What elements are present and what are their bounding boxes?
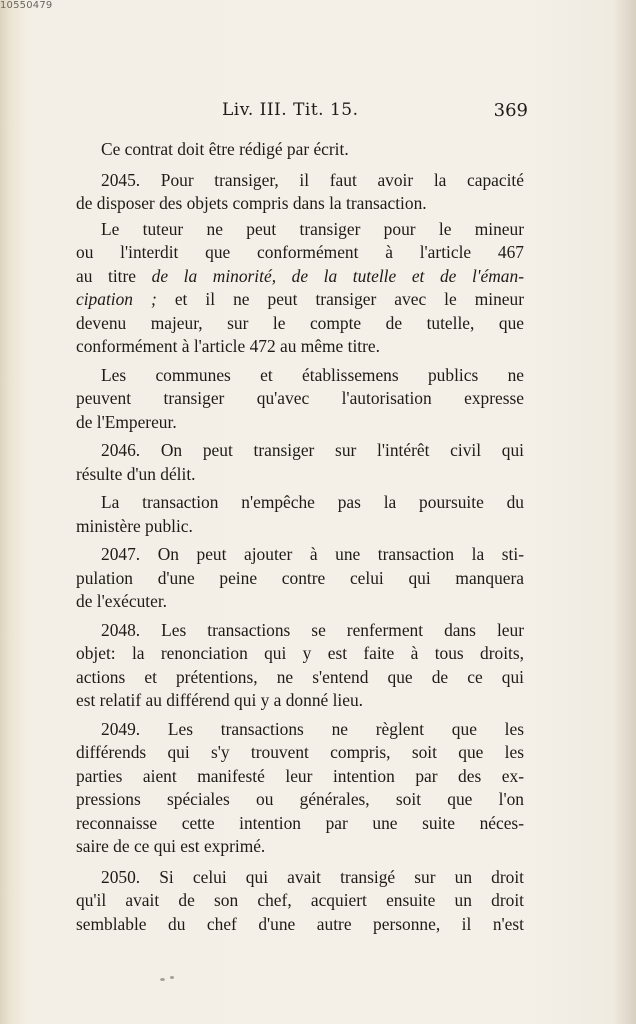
- text-line: différends qui s'y trouvent compris, soit que les: [76, 742, 524, 762]
- running-title: Liv. III. Tit. 15.: [222, 100, 359, 120]
- text-line: résulte d'un délit.: [76, 463, 196, 484]
- text-line: parties aient manifesté leur intention par des ex-: [76, 765, 524, 786]
- para-2048: [76, 619, 524, 713]
- text-line: Ce contrat doit être rédigé par écrit.: [101, 139, 349, 159]
- text-line: semblable du chef d'une autre personne, il n'est: [76, 913, 524, 934]
- italic-title: de la minorité, de la tutelle et de l'éman-: [151, 265, 524, 286]
- text-line: 2048. Les transactions se renferment dans leur: [101, 619, 524, 640]
- page-number: 369: [493, 100, 528, 121]
- italic-title: cipation ;: [76, 289, 157, 309]
- text-line: reconnaisse cette intention par une suite néces-: [76, 812, 524, 833]
- text-line: saire de ce qui est exprimé.: [76, 836, 266, 856]
- para-tuteur: [76, 218, 524, 359]
- text-line: peuvent transiger qu'avec l'autorisation expresse: [76, 388, 524, 408]
- scan-id-stamp: 10550479: [0, 0, 53, 11]
- text-line: ou l'interdit que conformément à l'article 467: [76, 242, 524, 262]
- text-line: 2047. On peut ajouter à une transaction la sti-: [101, 544, 524, 564]
- text-line: 2049. Les transactions ne règlent que les: [101, 718, 524, 739]
- text-line: pulation d'une peine contre celui qui manquera: [76, 567, 524, 588]
- text-line: La transaction n'empêche pas la poursuite du: [101, 492, 524, 512]
- text-line: objet: la renonciation qui y est faite à tous droits,: [76, 643, 524, 663]
- text-line: Le tuteur ne peut transiger pour le mineur: [101, 218, 524, 239]
- text-line: de disposer des objets compris dans la transaction.: [76, 193, 427, 213]
- page-header: [218, 100, 528, 126]
- para-2049: [76, 718, 524, 859]
- para-2045: [76, 169, 524, 216]
- text-line: au titre de la minorité, de la tutelle et de l'éman-: [76, 265, 524, 286]
- text-line: Les communes et établissemens publics ne: [101, 364, 524, 385]
- ink-smudge: [160, 978, 165, 981]
- text-line: ministère public.: [76, 515, 193, 536]
- para-2047: [76, 543, 524, 614]
- text-line: 2050. Si celui qui avait transigé sur un droit: [101, 866, 524, 887]
- text-line: 2046. On peut transiger sur l'intérêt civil qui: [101, 440, 524, 460]
- para-2046: [76, 439, 524, 486]
- text-line: de l'exécuter.: [76, 591, 168, 611]
- text-line: 2045. Pour transiger, il faut avoir la capacité: [101, 169, 524, 190]
- body-text: [76, 138, 524, 936]
- text-line: qu'il avait de son chef, acquiert ensuite un droit: [76, 890, 524, 910]
- text-line: pressions spéciales ou générales, soit que l'on: [76, 789, 524, 809]
- text-line: actions et prétentions, ne s'entend que de ce qui: [76, 666, 524, 687]
- text-line: est relatif au différend qui y a donné lieu.: [76, 690, 364, 710]
- text-line: de l'Empereur.: [76, 411, 177, 432]
- text-line: devenu majeur, sur le compte de tutelle, que: [76, 312, 524, 333]
- ink-smudge: [170, 976, 174, 979]
- text-line: conformément à l'article 472 au même titre.: [76, 336, 380, 356]
- para-communes: [76, 364, 524, 435]
- text-line: cipation ; et il ne peut transiger avec le mineur: [76, 289, 524, 309]
- para-transaction: [76, 491, 524, 538]
- para-intro: [76, 138, 524, 162]
- para-2050: [76, 866, 524, 937]
